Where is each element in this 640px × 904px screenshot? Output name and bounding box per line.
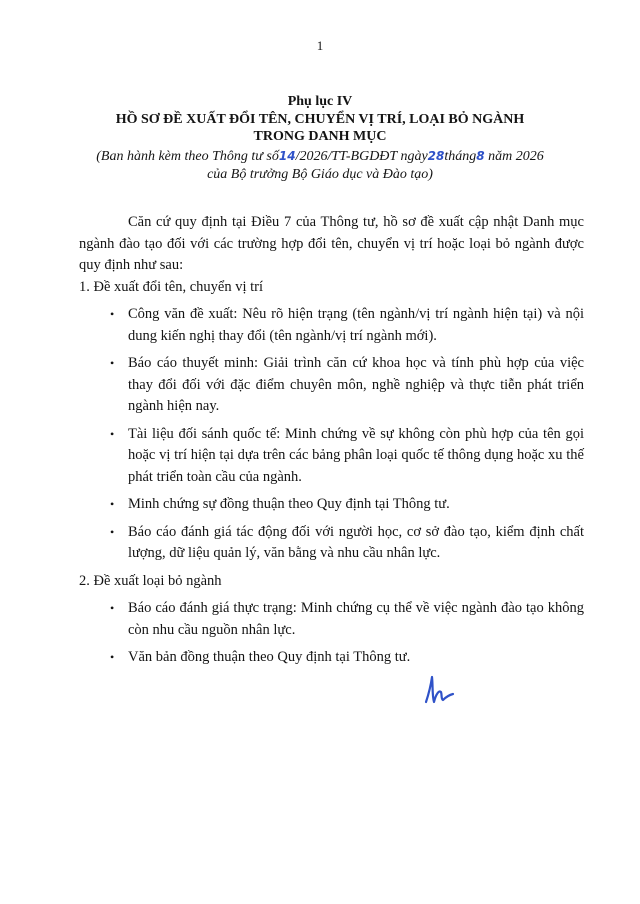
heading-line-1: HỒ SƠ ĐỀ XUẤT ĐỔI TÊN, CHUYỂN VỊ TRÍ, LOẠI BỎ NGÀNH bbox=[115, 112, 525, 127]
issuance-line-2: của Bộ trưởng Bộ Giáo dục và Đào tạo) bbox=[207, 167, 433, 182]
issuance-note bbox=[0, 147, 640, 184]
page-number: 1 bbox=[316, 38, 324, 53]
removal-requirements-list bbox=[79, 598, 584, 669]
issuance-text-1: (Ban hành kèm theo Thông tư số bbox=[96, 149, 279, 164]
list-item: • Minh chứng sự đồng thuận theo Quy định tại Thông tư. bbox=[128, 494, 584, 516]
document-body bbox=[79, 212, 584, 675]
issuance-text-2: /2026/TT-BGDĐT ngày bbox=[295, 149, 428, 164]
issuance-text-3: tháng bbox=[444, 149, 477, 164]
list-item: • Tài liệu đối sánh quốc tế: Minh chứng về sự không còn phù hợp của tên gọi hoặc vị trí hiện tại dựa trên các bảng phân loại quốc tế thông dụng hoặc xu thế phát triển toàn cầu của ngành. bbox=[128, 424, 584, 489]
intro-paragraph: Căn cứ quy định tại Điều 7 của Thông tư, hồ sơ đề xuất cập nhật Danh mục ngành đào tạo đối với các trường hợp đổi tên, chuyển vị trí hoặc loại bỏ ngành được quy định như sau: bbox=[79, 214, 584, 273]
section-title-rename: 1. Đề xuất đổi tên, chuyển vị trí bbox=[79, 278, 264, 295]
heading-line-2: TRONG DANH MỤC bbox=[253, 129, 387, 144]
handwritten-day: 28 bbox=[427, 149, 445, 163]
list-item: • Văn bản đồng thuận theo Quy định tại Thông tư. bbox=[128, 647, 584, 669]
list-item: • Công văn đề xuất: Nêu rõ hiện trạng (tên ngành/vị trí ngành hiện tại) và nội dung kiến nghị thay đổi (tên ngành/vị trí ngành mới). bbox=[128, 304, 584, 347]
issuance-line-1 bbox=[0, 147, 640, 166]
list-item: • Báo cáo thuyết minh: Giải trình căn cứ khoa học và tính phù hợp của việc thay đổi đối với đặc điểm chuyên môn, nghề nghiệp và thực tiễn phát triển ngành hiện nay. bbox=[128, 353, 584, 418]
handwritten-circular-number: 14 bbox=[278, 149, 296, 163]
list-item: • Báo cáo đánh giá thực trạng: Minh chứng cụ thể về việc ngành đào tạo không còn nhu cầu nguồn nhân lực. bbox=[128, 598, 584, 641]
handwritten-month: 8 bbox=[476, 149, 485, 163]
appendix-title: Phụ lục IV bbox=[287, 94, 353, 109]
issuance-text-4: năm 2026 bbox=[484, 149, 544, 164]
rename-requirements-list bbox=[79, 304, 584, 565]
section-title-remove: 2. Đề xuất loại bỏ ngành bbox=[79, 572, 222, 589]
document-heading bbox=[0, 111, 640, 145]
signature-mark bbox=[422, 673, 456, 707]
list-item: • Báo cáo đánh giá tác động đối với người học, cơ sở đào tạo, kiểm định chất lượng, dữ liệu quản lý, văn bằng và nhu cầu nhân lực. bbox=[128, 522, 584, 565]
